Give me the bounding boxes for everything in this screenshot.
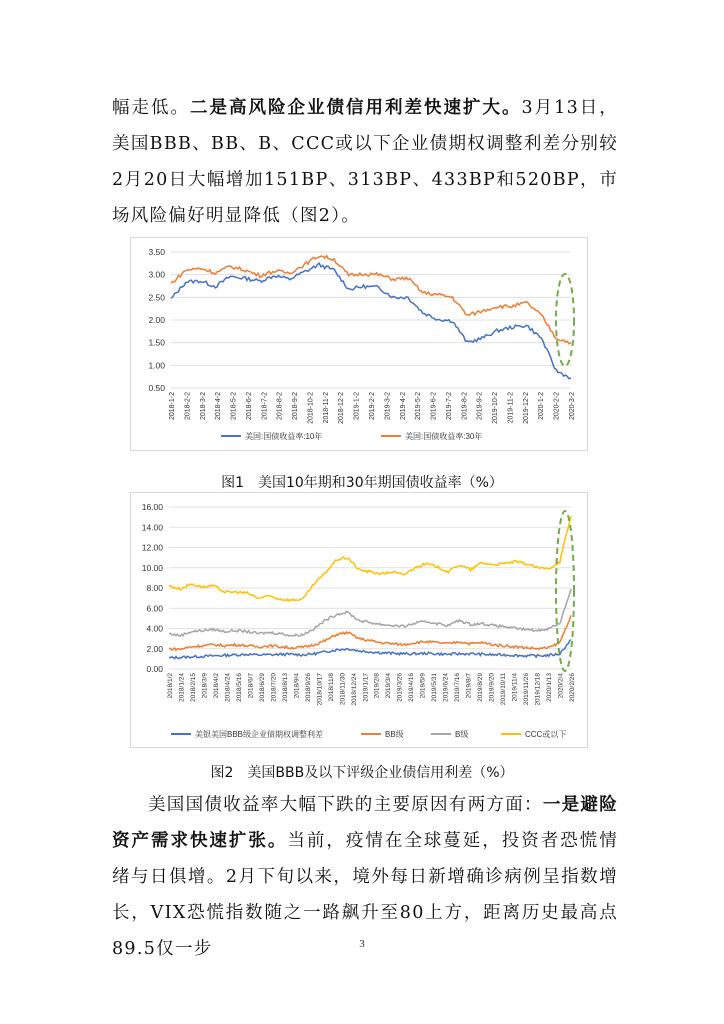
x-tick-label: 2018-7-2 [261,392,269,421]
y-tick-label: 16.00 [141,502,163,512]
para2-rest: 当前，疫情在全球蔓延，投资者恐慌情绪与日俱增。2月下旬以来，境外每日新增确诊病例呈指数增长，VIX恐慌指数随之一路飙升至80上方，距离历史最高点89.5仅一步 [112,831,618,959]
x-tick-label: 2018/1/2 [167,673,174,699]
x-tick-label: 2019-9-2 [476,392,484,421]
x-tick-label: 2020/2/26 [569,673,576,702]
legend-label: BB级 [385,730,404,739]
x-tick-label: 2018-3-2 [199,392,207,421]
x-tick-label: 2020/1/13 [546,673,554,702]
figure-1-chart [131,238,587,450]
x-tick-label: 2019/2/8 [373,673,381,699]
y-tick-label: 4.00 [146,623,163,634]
x-tick-label: 2018/6/29 [258,673,266,702]
figure-2-caption: 图2 美国BBB及以下评级企业债信用利差（%） [210,765,514,781]
legend-label: 美国:国债收益率:30年 [405,432,483,441]
y-tick-label: 3.00 [148,269,165,280]
series-line [169,589,571,636]
x-tick-label: 2018-5-2 [230,392,238,421]
series-line [169,615,571,650]
x-tick-label: 2019/11/26 [523,673,531,706]
x-tick-label: 2019/10/11 [500,673,508,706]
figure-1-caption: 图1 美国10年期和30年期国债收益率（%） [221,475,503,491]
para2-bold: 一是避险资产需求快速扩张。 [112,795,619,851]
x-tick-label: 2018-8-2 [276,392,284,421]
series-line [171,263,571,379]
y-tick-label: 10.00 [141,562,163,573]
legend-label: 美银美国BBB级企业债期权调整利差 [195,730,324,739]
y-tick-label: 12.00 [141,542,163,553]
x-tick-label: 2019-12-2 [522,392,530,424]
y-tick-label: 0.50 [148,383,165,393]
para1-bold: 二是高风险企业债信用利差快速扩大。 [190,98,522,118]
y-tick-label: 2.00 [146,643,163,654]
legend-label: 美国:国债收益率:10年 [245,432,323,441]
x-tick-label: 2019-1-2 [353,392,361,421]
x-tick-label: 2018-1-2 [169,392,176,421]
x-tick-label: 2018/3/9 [201,673,209,699]
paragraph-1 [112,90,618,234]
x-tick-label: 2018/1/24 [178,673,186,702]
x-tick-label: 2019-3-2 [384,392,392,421]
x-tick-label: 2018-11-2 [322,392,330,424]
para2-lead: 美国国债收益率大幅下跌的主要原因有两方面： [148,795,543,815]
x-tick-label: 2019-7-2 [445,392,453,421]
x-tick-label: 2020-2-2 [553,392,561,421]
x-tick-label: 2018-6-2 [245,392,253,421]
y-tick-label: 14.00 [141,522,163,533]
y-tick-label: 8.00 [146,583,163,593]
x-tick-label: 2019/5/9 [419,673,427,699]
series-line [171,256,571,344]
x-tick-label: 2020-1-2 [538,392,546,421]
y-tick-label: 6.00 [146,603,163,614]
x-tick-label: 2019-11-2 [507,392,515,424]
page-number: 3 [359,938,365,950]
x-tick-label: 2019/3/4 [385,673,393,699]
x-tick-label: 2019-4-2 [399,392,407,421]
x-tick-label: 2018/8/13 [281,673,289,702]
y-tick-label: 1.00 [148,360,165,371]
x-tick-label: 2018/9/26 [304,673,312,702]
x-tick-label: 2019-8-2 [461,392,469,421]
x-tick-label: 2018-9-2 [292,392,300,421]
x-tick-label: 2018-4-2 [215,392,223,421]
x-tick-label: 2018-12-2 [338,392,346,424]
figure-2-chart [131,493,587,747]
x-tick-label: 2019/3/26 [396,673,404,702]
x-tick-label: 2019/8/29 [477,673,485,702]
x-tick-label: 2018/9/4 [293,673,301,699]
x-tick-label: 2018/11/30 [339,673,347,706]
x-tick-label: 2018/6/7 [247,673,255,699]
x-tick-label: 2018/2/15 [189,673,197,702]
x-tick-label: 2018-10-2 [307,392,315,424]
x-tick-label: 2019-10-2 [492,392,500,424]
para1-lead: 幅走低。 [112,98,190,118]
x-tick-label: 2018-2-2 [184,392,192,421]
x-tick-label: 2019/9/20 [488,673,496,702]
x-tick-label: 2019/6/24 [442,673,450,702]
x-tick-label: 2018/11/8 [327,673,335,702]
y-tick-label: 2.50 [148,292,165,303]
y-tick-label: 2.00 [148,315,165,325]
y-tick-label: 3.50 [148,247,165,257]
figure-1 [130,237,588,451]
legend-label: CCC或以下 [525,730,567,739]
x-tick-label: 2018/10/17 [316,673,324,706]
x-tick-label: 2018/7/20 [270,673,278,702]
x-tick-label: 2019/8/7 [465,673,473,699]
x-tick-label: 2018/4/24 [224,673,232,702]
y-tick-label: 0.00 [146,664,163,674]
x-tick-label: 2019/1/17 [362,673,370,702]
x-tick-label: 2019/5/31 [431,673,439,702]
para1-rest: 3月13日，美国BBB、BB、B、CCC或以下企业债期权调整利差分别较2月20日大幅增加151BP、313BP、433BP和520BP，市场风险偏好明显降低（图2）。 [112,98,618,226]
x-tick-label: 2019-5-2 [415,392,423,421]
y-tick-label: 1.50 [148,337,165,348]
x-tick-label: 2019/11/4 [511,673,519,702]
x-tick-label: 2018/5/16 [235,673,243,702]
legend-label: B级 [455,730,469,739]
x-tick-label: 2019/7/16 [454,673,462,702]
x-tick-label: 2018/12/24 [350,673,358,706]
x-tick-label: 2018/4/2 [212,673,220,699]
x-tick-label: 2020-3-2 [569,392,576,421]
x-tick-label: 2019/12/18 [534,673,542,706]
figure-2 [130,492,588,748]
x-tick-label: 2019-2-2 [369,392,376,421]
x-tick-label: 2020/2/4 [557,673,565,699]
x-tick-label: 2019/4/16 [408,673,416,702]
x-tick-label: 2019-6-2 [430,392,438,421]
